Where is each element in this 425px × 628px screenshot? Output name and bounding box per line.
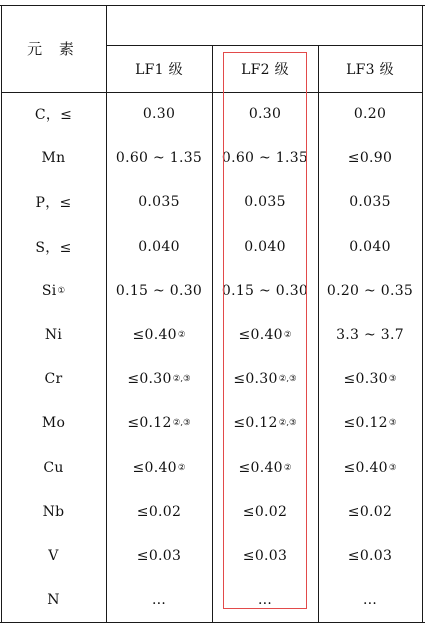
lf2-value-cell: ≤0.40 ②: [238, 327, 292, 344]
lf1-value-cell: ≤0.03: [136, 548, 182, 565]
lf1-value-cell: 0.60 ~ 1.35: [115, 150, 203, 167]
lf3-value-cell: 3.3 ~ 3.7: [336, 327, 404, 344]
lf2-value-cell: 0.035: [244, 194, 286, 211]
lf3-value-cell: …: [362, 592, 378, 609]
table-right-rule: [422, 5, 423, 623]
element-cell: Mo: [41, 415, 66, 432]
lf2-value-cell: 0.040: [244, 238, 286, 255]
lf2-value-cell: ≤0.03: [242, 548, 288, 565]
lf3-value-cell: 0.035: [349, 194, 391, 211]
lf3-value-cell: ≤0.03: [347, 548, 393, 565]
element-cell: P，≤: [35, 195, 72, 212]
lf3-value-cell: ≤0.40 ③: [343, 459, 397, 476]
footnote-marker: ①: [57, 285, 66, 296]
element-header: 元 素: [27, 40, 80, 58]
lf1-value-cell: ≤0.40 ②: [132, 327, 186, 344]
lf1-value-cell: …: [151, 592, 167, 609]
lf1-value-cell: 0.035: [138, 194, 180, 211]
footnote-marker: ②,③: [278, 374, 297, 385]
lf3-value-cell: 0.20: [353, 106, 387, 123]
element-cell: Cu: [43, 459, 64, 476]
lf1-value-cell: ≤0.12 ②,③: [127, 415, 191, 432]
footnote-marker: ③: [388, 374, 397, 385]
element-cell: Mn: [41, 150, 66, 167]
lf2-value-cell: …: [257, 592, 273, 609]
grade-header-lf1: LF1 级: [135, 61, 183, 78]
lf2-value-cell: ≤0.12 ②,③: [233, 415, 297, 432]
footnote-marker: ③: [388, 462, 397, 473]
footnote-marker: ②,③: [172, 374, 191, 385]
footnote-marker: ②: [177, 462, 186, 473]
element-cell: N: [47, 592, 60, 609]
lf1-value-cell: 0.15 ~ 0.30: [115, 282, 203, 299]
lf3-value-cell: 0.20 ~ 0.35: [326, 282, 414, 299]
element-cell: Si ①: [41, 282, 66, 299]
lf1-value-cell: ≤0.30 ②,③: [127, 371, 191, 388]
lf1-value-cell: ≤0.02: [136, 503, 182, 520]
footnote-marker: ②,③: [172, 418, 191, 429]
footnote-marker: ②: [177, 330, 186, 341]
element-cell: Cr: [44, 371, 63, 388]
lf3-value-cell: 0.040: [349, 238, 391, 255]
lf2-value-cell: ≤0.30 ②,③: [233, 371, 297, 388]
lf1-value-cell: ≤0.40 ②: [132, 459, 186, 476]
lf1-value-cell: 0.30: [142, 106, 176, 123]
footnote-marker: ②,③: [278, 418, 297, 429]
lf2-value-cell: 0.60 ~ 1.35: [221, 150, 309, 167]
lf3-value-cell: ≤0.02: [347, 503, 393, 520]
element-cell: Nb: [42, 503, 65, 520]
grade-header-lf2: LF2 级: [241, 61, 289, 78]
element-cell: C，≤: [34, 107, 73, 124]
element-cell: Ni: [44, 327, 63, 344]
footnote-marker: ③: [388, 418, 397, 429]
grade-header-lf3: LF3 级: [346, 61, 394, 78]
lf2-value-cell: ≤0.40 ②: [238, 459, 292, 476]
footnote-marker: ②: [283, 330, 292, 341]
lf2-value-cell: ≤0.02: [242, 503, 288, 520]
footnote-marker: ②: [283, 462, 292, 473]
element-cell: V: [48, 548, 59, 565]
lf2-value-cell: 0.15 ~ 0.30: [221, 282, 309, 299]
lf3-value-cell: ≤0.90: [347, 150, 393, 167]
lf3-value-cell: ≤0.30 ③: [343, 371, 397, 388]
lf3-value-cell: ≤0.12 ③: [343, 415, 397, 432]
element-cell: S，≤: [35, 239, 72, 256]
lf2-value-cell: 0.30: [248, 106, 282, 123]
lf1-value-cell: 0.040: [138, 238, 180, 255]
